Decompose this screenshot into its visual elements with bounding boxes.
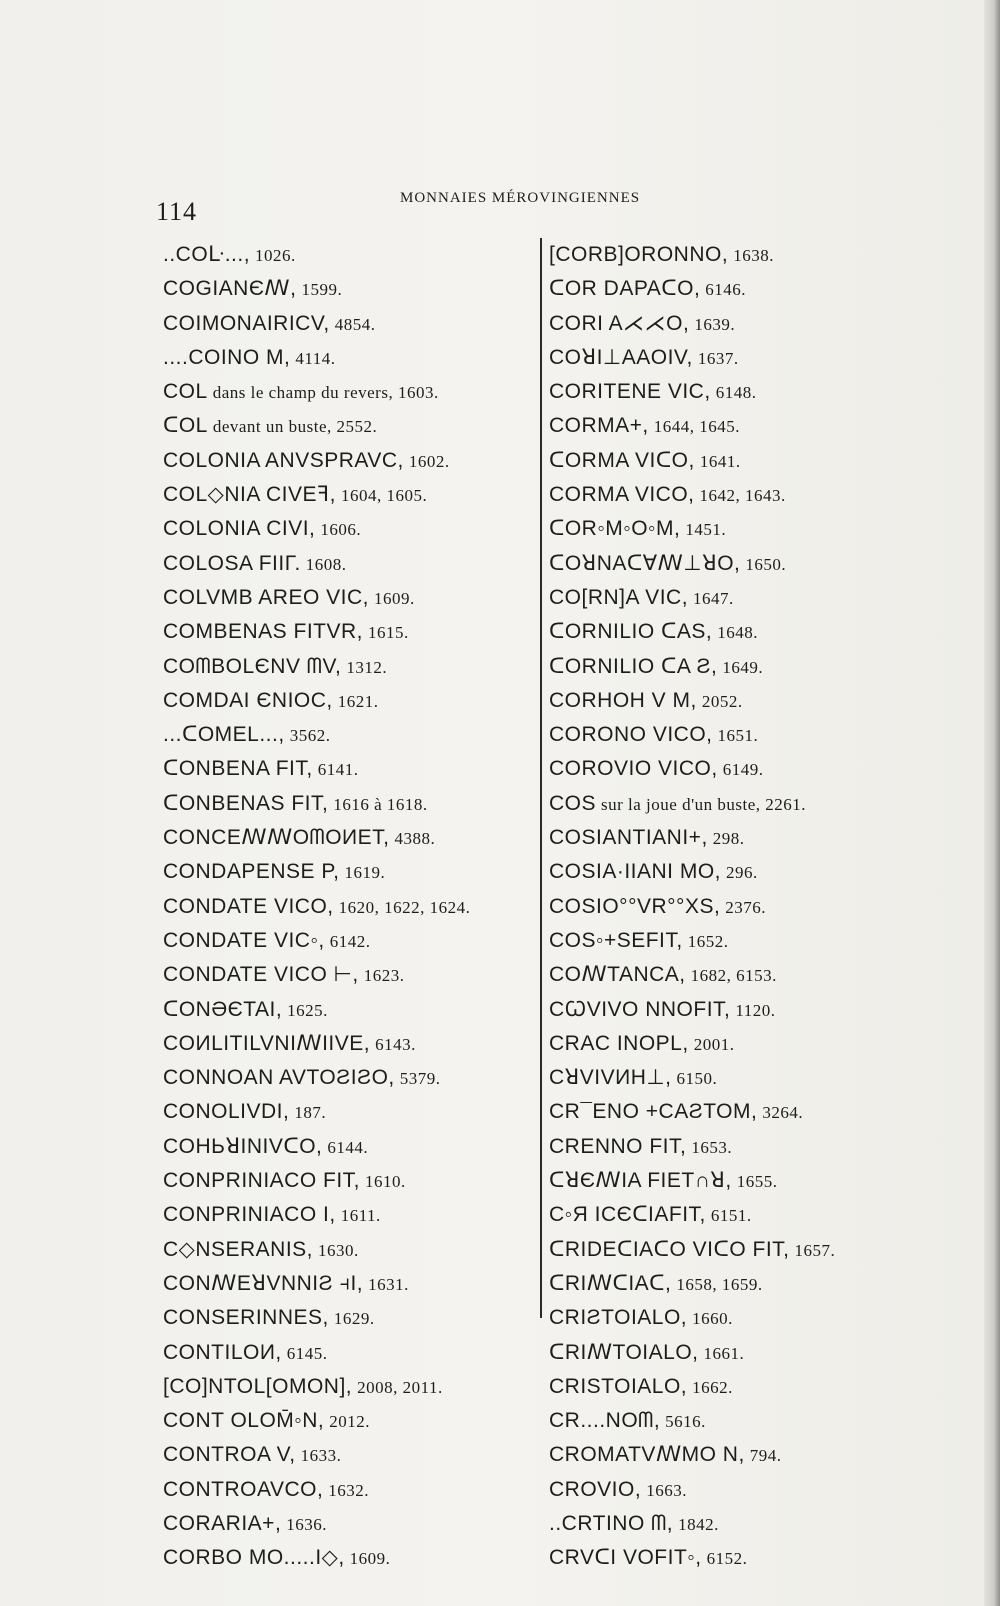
index-entry — [163, 444, 523, 478]
catalogue-reference: 1609. — [374, 588, 415, 608]
catalogue-reference: dans le champ du revers, 1603. — [212, 383, 439, 403]
coin-legend: COSIA·IIANI MO, — [549, 860, 722, 884]
index-entry — [549, 1370, 929, 1404]
coin-legend: COLONIA CIVI, — [163, 517, 316, 541]
catalogue-reference: 1642, 1643. — [699, 486, 786, 506]
index-entry — [163, 1198, 523, 1232]
catalogue-reference: 1842. — [678, 1514, 719, 1534]
coin-legend: ᑕRIꟿᑕIAᑕ, — [549, 1271, 672, 1295]
index-entry — [163, 409, 523, 443]
index-entry — [549, 409, 929, 443]
index-entry — [163, 341, 523, 375]
coin-legend: CORONO VICO, — [549, 723, 713, 747]
catalogue-reference: 1633. — [300, 1446, 342, 1466]
index-entry — [163, 272, 523, 306]
coin-legend: ᑕꓤЄꟿIA FIET∩ꓤ, — [549, 1169, 732, 1193]
coin-legend: ᑕONBENA FIT, — [163, 757, 313, 781]
index-entry — [163, 718, 523, 752]
index-entry — [549, 375, 929, 409]
index-entry — [549, 512, 929, 546]
index-entry — [549, 615, 929, 649]
coin-legend: ...ᑕOMEL..., — [163, 723, 285, 747]
coin-legend: ᑕOL — [163, 414, 208, 438]
coin-legend: COROVIO VICO, — [549, 757, 718, 781]
index-entry — [163, 821, 523, 855]
coin-legend: CORMA+, — [549, 414, 649, 438]
page-edge-shadow — [984, 0, 1000, 1606]
index-entry — [163, 1438, 523, 1472]
coin-legend: CORMA VICO, — [549, 483, 695, 507]
catalogue-reference: 4388. — [394, 829, 436, 849]
coin-legend: COIMONAIRICV, — [163, 311, 330, 335]
index-entry — [549, 855, 929, 889]
coin-legend: CONPRINIACO FIT, — [163, 1169, 361, 1193]
catalogue-reference: 6148. — [715, 383, 757, 403]
coin-legend: ᑕONBENAS FIT, — [163, 791, 329, 815]
catalogue-reference: 1641. — [699, 451, 741, 471]
catalogue-reference: 1636. — [286, 1514, 328, 1534]
catalogue-reference: 1604, 1605. — [340, 486, 428, 506]
index-entry — [549, 238, 929, 272]
catalogue-reference: 1451. — [685, 520, 727, 540]
index-entry — [549, 890, 929, 924]
index-entry — [549, 821, 929, 855]
catalogue-reference: 1611. — [340, 1206, 381, 1226]
index-entry — [549, 1164, 929, 1198]
catalogue-reference: 1632. — [328, 1480, 370, 1500]
index-entry — [549, 1473, 929, 1507]
catalogue-reference: 1682, 6153. — [690, 966, 777, 986]
index-entry — [549, 1267, 929, 1301]
coin-legend: ᑕORNILIO ᑕAS, — [549, 620, 713, 644]
catalogue-reference: 1650. — [745, 554, 787, 574]
catalogue-reference: 1644, 1645. — [653, 417, 741, 437]
coin-legend: ᑕOR DAPAᑕO, — [549, 277, 701, 301]
catalogue-reference: 1630. — [318, 1240, 359, 1260]
index-entry — [549, 1233, 929, 1267]
index-entry — [163, 307, 523, 341]
coin-legend: CORI A⋌⋌O, — [549, 311, 690, 335]
catalogue-reference: 6142. — [329, 931, 371, 951]
catalogue-reference: 794. — [749, 1446, 782, 1466]
index-entry — [549, 341, 929, 375]
index-entry — [549, 581, 929, 615]
catalogue-reference: 1639. — [694, 314, 736, 334]
catalogue-reference: 1599. — [301, 280, 343, 300]
index-entry — [549, 444, 929, 478]
catalogue-reference: 6151. — [710, 1206, 752, 1226]
index-entry — [549, 1095, 929, 1129]
catalogue-reference: 3264. — [762, 1103, 804, 1123]
coin-legend: CRAC INOPL, — [549, 1031, 689, 1055]
coin-legend: ..CRTINO ᗰ, — [549, 1511, 674, 1535]
catalogue-reference: 1615. — [368, 623, 409, 643]
coin-legend: COᗰBOLЄNV ᗰV, — [163, 654, 342, 678]
index-entry — [163, 650, 523, 684]
catalogue-reference: 1651. — [717, 726, 759, 746]
index-entry — [549, 993, 929, 1027]
index-entry — [163, 1130, 523, 1164]
index-entry — [163, 752, 523, 786]
coin-legend: COLVMB AREO VIC, — [163, 585, 369, 609]
coin-legend: CORBO MO.....I◇, — [163, 1546, 345, 1570]
catalogue-reference: 1026. — [255, 246, 296, 265]
catalogue-reference: 298. — [712, 829, 745, 849]
catalogue-reference: 1653. — [691, 1137, 733, 1157]
catalogue-reference: 1647. — [693, 588, 734, 608]
index-entry — [549, 1301, 929, 1335]
catalogue-reference: 6145. — [286, 1343, 328, 1363]
coin-legend: ....COINO M, — [163, 345, 291, 369]
coin-legend: COSIANTIANI+, — [549, 826, 708, 850]
coin-legend: CR....NOᗰ, — [549, 1409, 661, 1433]
index-entry — [163, 1027, 523, 1061]
catalogue-reference: 1606. — [320, 520, 362, 540]
catalogue-reference: 1610. — [365, 1172, 406, 1192]
catalogue-reference: 6144. — [327, 1137, 369, 1157]
coin-legend: ᑕRIDEᑕIAᑕO VIᑕO FIT, — [549, 1237, 790, 1261]
index-entry — [549, 787, 929, 821]
index-entry — [163, 1473, 523, 1507]
coin-legend: CROVIO, — [549, 1477, 642, 1501]
index-entry — [549, 924, 929, 958]
index-entry — [549, 1336, 929, 1370]
catalogue-reference: 1655. — [736, 1172, 778, 1192]
catalogue-reference: 6141. — [317, 760, 359, 780]
index-entry — [163, 1370, 523, 1404]
index-entry — [163, 581, 523, 615]
index-entry — [549, 718, 929, 752]
coin-legend: C◇NSERANIS, — [163, 1237, 314, 1261]
coin-legend: COLONIA ANVSPRAVC, — [163, 448, 404, 472]
coin-legend: CONNOAN AVTOƧIƧO, — [163, 1066, 395, 1090]
index-entry — [163, 1541, 523, 1575]
right-column — [549, 238, 929, 1576]
catalogue-reference: 1657. — [794, 1240, 836, 1260]
coin-legend: CRIƧTOIALO, — [549, 1306, 688, 1330]
catalogue-reference: 1620, 1622, 1624. — [338, 897, 471, 917]
index-entry — [163, 993, 523, 1027]
coin-legend: CONPRINIACO I, — [163, 1203, 336, 1227]
index-entry — [163, 684, 523, 718]
catalogue-reference: 2052. — [701, 691, 743, 711]
coin-legend: CROMATVꟿMO N, — [549, 1443, 745, 1467]
coin-legend: ..COᒷ..., — [163, 243, 251, 266]
catalogue-reference: devant un buste, 2552. — [212, 417, 378, 437]
index-entry — [163, 1095, 523, 1129]
index-entry — [163, 1164, 523, 1198]
coin-legend: ᑕORNILIO ᑕA Ƨ, — [549, 654, 718, 678]
index-entry — [163, 375, 523, 409]
coin-legend: CꓤVIVИH⊥, — [549, 1066, 672, 1090]
index-entry — [163, 890, 523, 924]
coin-legend: COИLITILVNIꟿIIVE, — [163, 1031, 371, 1055]
catalogue-reference: 6150. — [676, 1069, 718, 1089]
index-entry — [549, 547, 929, 581]
coin-legend: COMDAI ЄNIOC, — [163, 688, 333, 712]
catalogue-reference: 1608. — [305, 554, 347, 574]
coin-legend: CONCEꟿꟿOᗰOИET, — [163, 826, 390, 850]
coin-legend: [CO]NTOL[OMON], — [163, 1374, 353, 1398]
coin-legend: CRISTOIALO, — [549, 1374, 688, 1398]
index-entry — [549, 1061, 929, 1095]
catalogue-reference: 1312. — [346, 657, 388, 677]
index-entry — [163, 478, 523, 512]
coin-legend: COL — [163, 380, 208, 404]
catalogue-reference: 6143. — [375, 1034, 416, 1054]
coin-legend: COLOSA FIIΓ. — [163, 551, 301, 575]
index-entry — [163, 1267, 523, 1301]
catalogue-reference: 1120. — [735, 1000, 776, 1020]
catalogue-reference: 1625. — [287, 1000, 328, 1020]
index-entry — [549, 1438, 929, 1472]
index-entry — [163, 1507, 523, 1541]
index-entry — [163, 855, 523, 889]
catalogue-reference: 2012. — [329, 1412, 370, 1432]
running-title: MONNAIES MÉROVINGIENNES — [400, 190, 641, 206]
catalogue-reference: 4854. — [334, 314, 376, 334]
coin-legend: COꟿTANCA, — [549, 963, 686, 987]
coin-legend: CR¯ENO +CAƧTOM, — [549, 1100, 758, 1124]
catalogue-reference: 296. — [726, 863, 758, 883]
index-entry — [163, 238, 523, 272]
index-entry — [549, 1541, 929, 1575]
left-column — [163, 238, 523, 1576]
catalogue-reference: 1621. — [337, 691, 379, 711]
coin-legend: CRVᑕI VOFIT◦, — [549, 1546, 702, 1570]
coin-legend: C◦Я ICЄᑕIAFIT, — [549, 1203, 706, 1227]
catalogue-reference: 1609. — [349, 1549, 391, 1569]
index-entry — [549, 478, 929, 512]
catalogue-reference: 6146. — [705, 280, 747, 300]
catalogue-reference: 1623. — [363, 966, 405, 986]
coin-legend: CONTILOИ, — [163, 1340, 282, 1364]
catalogue-reference: sur la joue d'un buste, 2261. — [601, 794, 807, 814]
catalogue-reference: 1652. — [687, 931, 729, 951]
coin-legend: ᑕORMA VIᑕO, — [549, 448, 695, 472]
column-divider — [540, 238, 542, 1318]
catalogue-reference: 2001. — [693, 1034, 735, 1054]
coin-legend: CONT OLOM̄◦N, — [163, 1409, 325, 1433]
catalogue-reference: 1660. — [692, 1309, 733, 1329]
catalogue-reference: 2376. — [725, 897, 767, 917]
coin-legend: CONTROA V, — [163, 1443, 296, 1467]
page-number: 114 — [156, 197, 198, 226]
index-entry — [163, 547, 523, 581]
coin-legend: ᑕRIꟿTOIALO, — [549, 1340, 699, 1364]
coin-legend: CONDATE VICO, — [163, 894, 334, 918]
index-entry — [549, 272, 929, 306]
coin-legend: ᑕOꓤNAᑕⱯꟿ⊥ꓤO, — [549, 551, 741, 575]
catalogue-reference: 1629. — [333, 1309, 375, 1329]
catalogue-reference: 187. — [294, 1103, 327, 1123]
index-entry — [163, 1061, 523, 1095]
coin-legend: CONDATE VICO ⊢, — [163, 963, 359, 987]
index-entry — [549, 307, 929, 341]
catalogue-reference: 1637. — [697, 348, 739, 368]
coin-legend: CONDATE VIC◦, — [163, 928, 325, 952]
coin-legend: CONꟿEꓤVNNIƧ ⫞I, — [163, 1271, 364, 1295]
catalogue-reference: 1663. — [646, 1480, 687, 1500]
coin-legend: COMBENAS FITVR, — [163, 620, 364, 644]
catalogue-reference: 1602. — [408, 451, 450, 471]
catalogue-reference: 1619. — [344, 863, 386, 883]
index-entry — [549, 1198, 929, 1232]
catalogue-reference: 5379. — [399, 1069, 441, 1089]
coin-legend: CONSERINNES, — [163, 1306, 329, 1330]
catalogue-reference: 6149. — [722, 760, 764, 780]
index-entry — [163, 1233, 523, 1267]
catalogue-reference: 1649. — [722, 657, 764, 677]
index-entry — [549, 1130, 929, 1164]
index-entry — [549, 1404, 929, 1438]
coin-legend: COL◇NIA CIVEꟻ, — [163, 483, 336, 507]
catalogue-reference: 5616. — [665, 1412, 706, 1432]
catalogue-reference: 6152. — [706, 1549, 748, 1569]
coin-legend: COSIO°°VR°°XS, — [549, 894, 721, 918]
index-entry — [549, 1027, 929, 1061]
coin-legend: COGIANЄꟿ, — [163, 277, 297, 301]
index-entry — [163, 958, 523, 992]
coin-legend: CORITENE VIC, — [549, 380, 711, 404]
coin-legend: ᑕONƏЄTAI, — [163, 997, 283, 1021]
catalogue-reference: 1638. — [733, 246, 774, 265]
index-entry — [163, 924, 523, 958]
index-entry — [163, 1301, 523, 1335]
catalogue-reference: 1658, 1659. — [676, 1274, 763, 1294]
index-entry — [163, 787, 523, 821]
catalogue-reference: 1616 à 1618. — [333, 794, 428, 814]
index-entry — [549, 958, 929, 992]
coin-legend: [CORB]ORONNO, — [549, 243, 729, 266]
catalogue-reference: 4114. — [295, 348, 336, 368]
coin-legend: CORHOH V M, — [549, 688, 697, 712]
coin-legend: CONOLIVDI, — [163, 1100, 290, 1124]
coin-legend: CRENNO FIT, — [549, 1134, 687, 1158]
index-entry — [549, 1507, 929, 1541]
index-entry — [549, 684, 929, 718]
catalogue-reference: 1661. — [703, 1343, 745, 1363]
catalogue-reference: 3562. — [289, 726, 331, 746]
catalogue-reference: 1648. — [717, 623, 758, 643]
coin-legend: COꓤI⊥AAOIV, — [549, 345, 693, 369]
catalogue-reference: 2008, 2011. — [357, 1377, 443, 1397]
index-entry — [549, 650, 929, 684]
coin-legend: CORARIA+, — [163, 1511, 282, 1535]
index-entry — [163, 1336, 523, 1370]
catalogue-reference: 1631. — [368, 1274, 409, 1294]
index-entry — [549, 752, 929, 786]
index-entry — [163, 512, 523, 546]
coin-legend: ᑕOR◦M◦O◦M, — [549, 517, 681, 541]
coin-legend: CꞶVIVO NNOFIT, — [549, 997, 731, 1021]
coin-legend: CO[RN]A VIC, — [549, 585, 689, 609]
coin-legend: COS — [549, 791, 597, 815]
coin-legend: COS◦+SEFIT, — [549, 928, 683, 952]
catalogue-reference: 1662. — [692, 1377, 733, 1397]
coin-legend: CONTROAVCO, — [163, 1477, 324, 1501]
coin-legend: COHЬꓤINIVᑕO, — [163, 1134, 323, 1158]
index-entry — [163, 1404, 523, 1438]
index-entry — [163, 615, 523, 649]
coin-legend: CONDAPENSE P, — [163, 860, 340, 884]
